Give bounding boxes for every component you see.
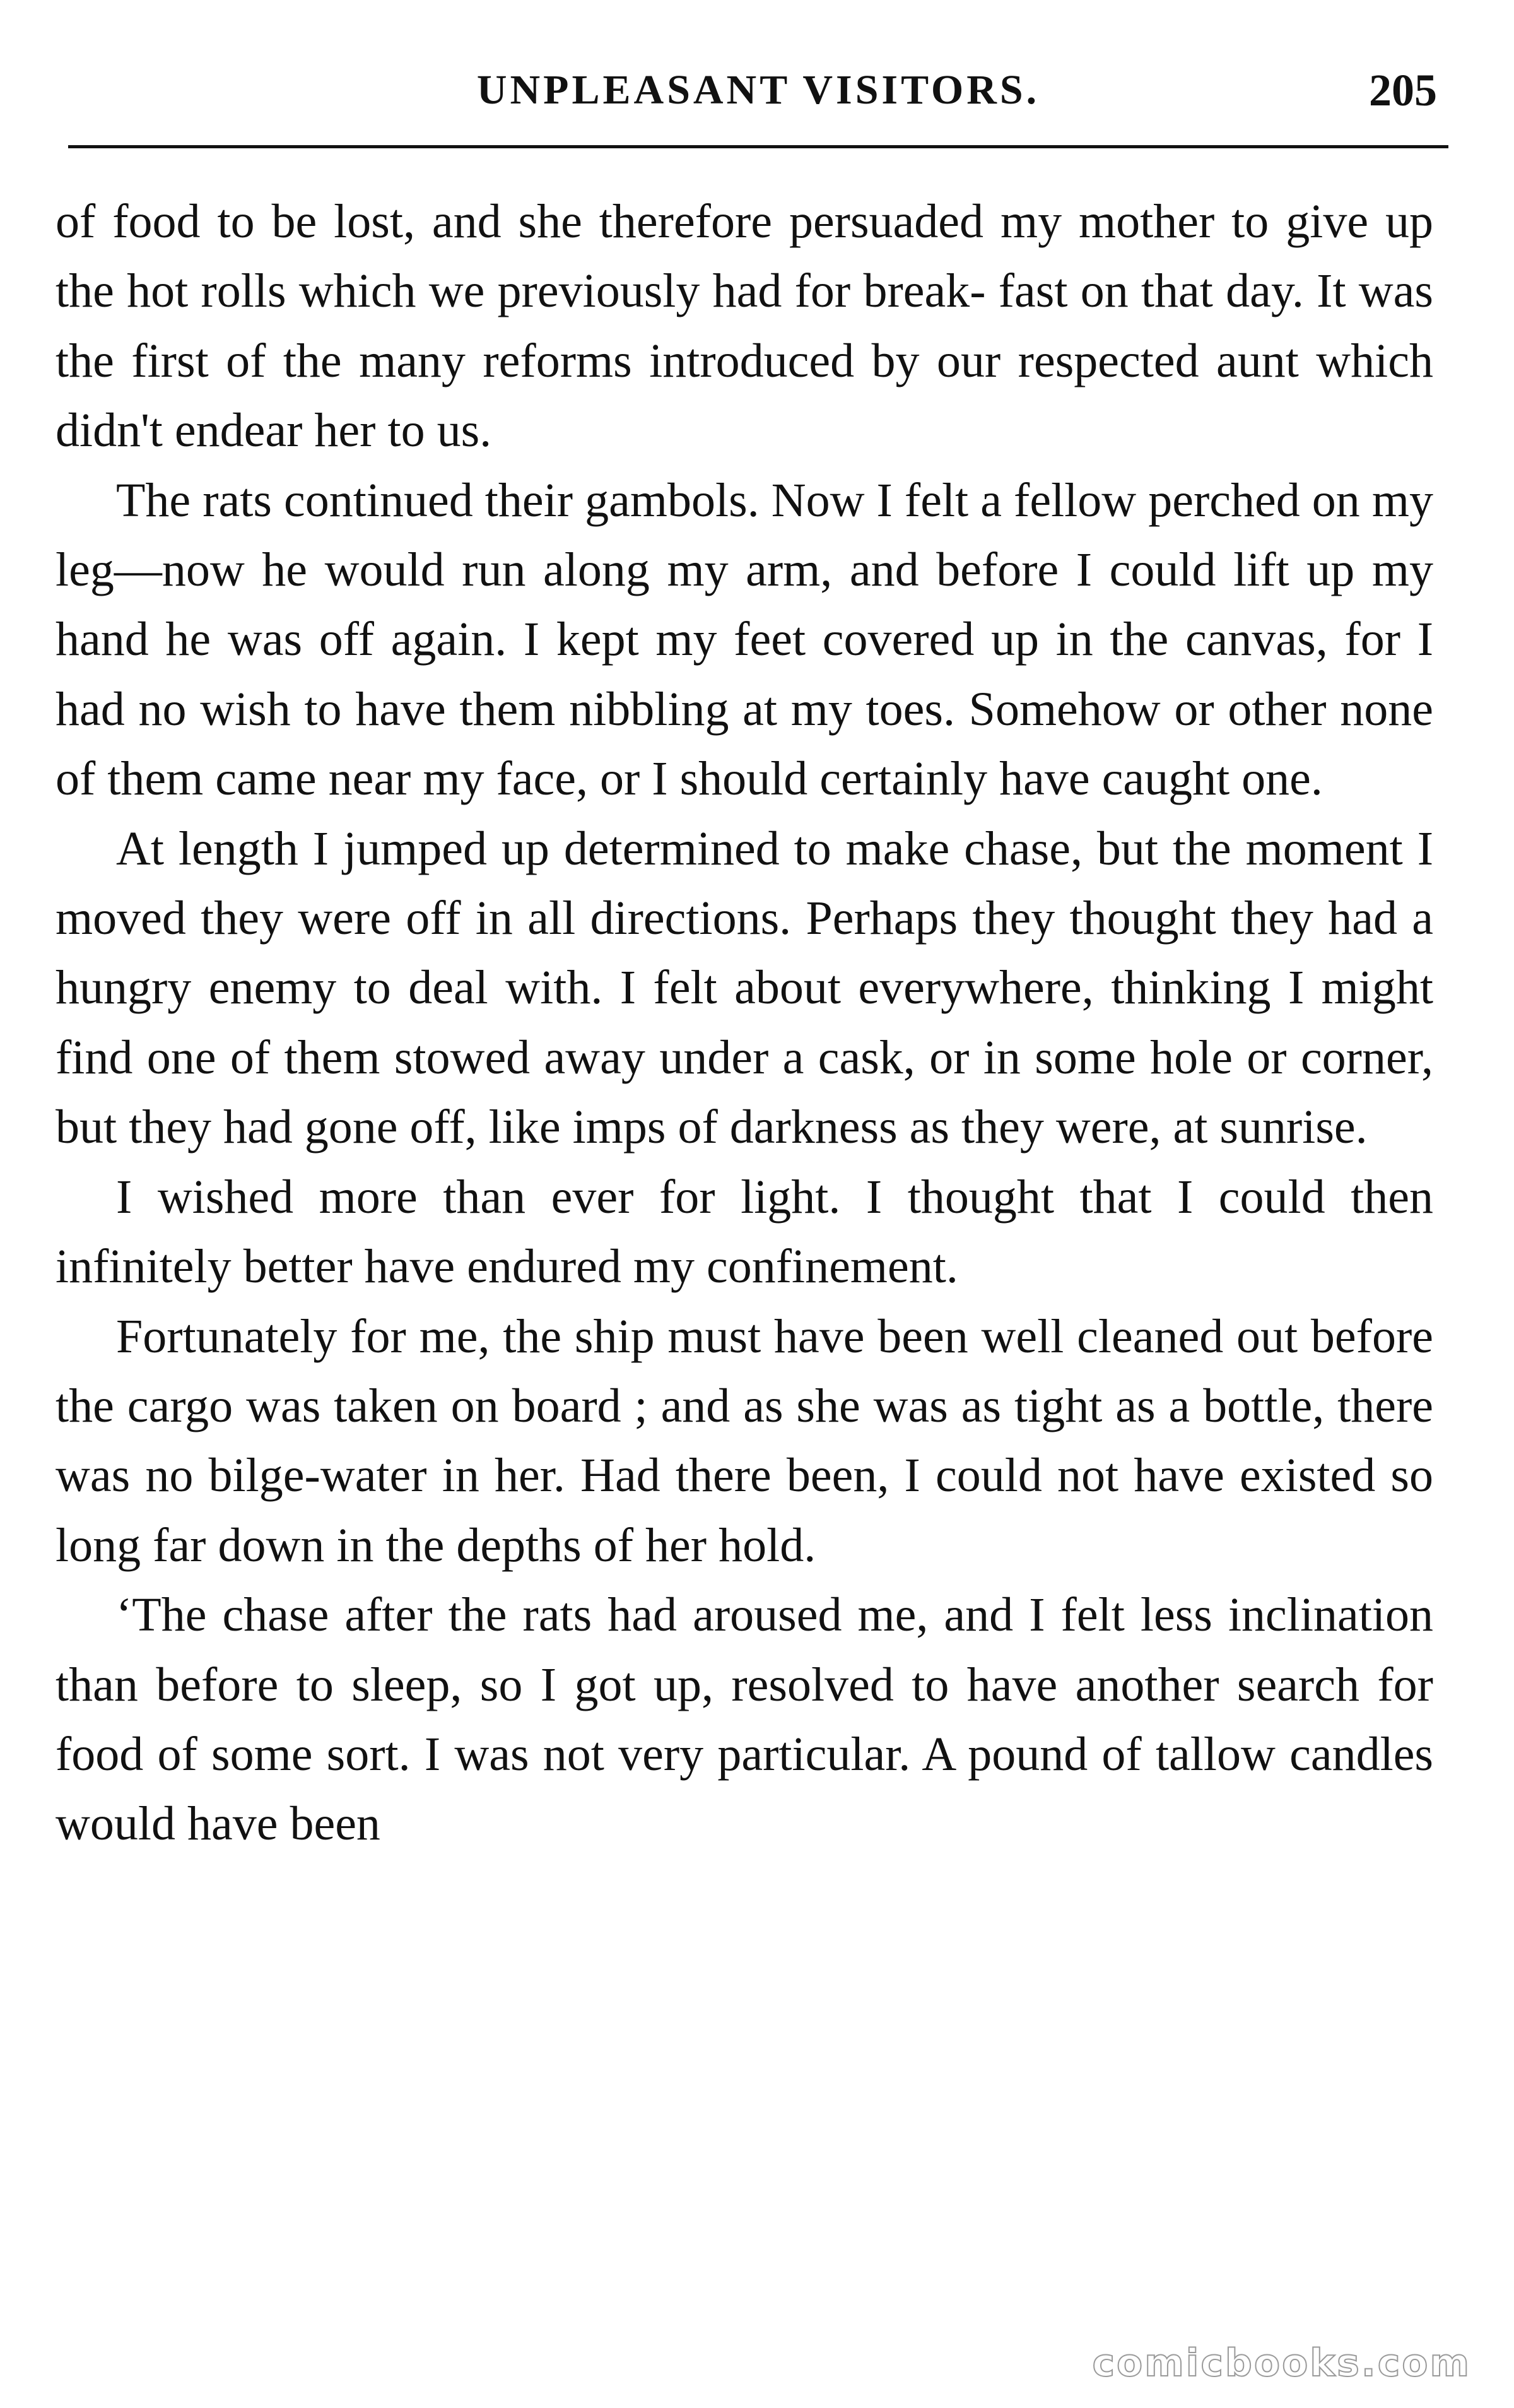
- paragraph: At length I jumped up determined to make chase, but the moment I moved they were off in all directions. Perhaps they thought they had a hungry enemy to deal with. I felt about everywhere, thinking I might find one of them stowed away under a cask, or in some hole or corner, but they had gone off, like imps of darkness as they were, at sunrise.: [56, 822, 1433, 1154]
- watermark: comicbooks.com: [1092, 2341, 1471, 2385]
- page-number: 205: [1369, 65, 1437, 115]
- paragraph: ‘The chase after the rats had aroused me, and I felt less inclination than before to sleep, so I got up, resolved to have another search for food of some sort. I was not very particular. A pound of tallow candles would have been: [56, 1588, 1433, 1851]
- paragraph: I wished more than ever for light. I thought that I could then infinitely better have endured my confinement.: [56, 1170, 1433, 1294]
- running-head: [68, 56, 1448, 138]
- running-title: UNPLEASANT VISITORS.: [476, 67, 1040, 113]
- body-text: [56, 187, 1433, 1859]
- paragraph: Fortunately for me, the ship must have been well cleaned out before the cargo was taken on board ; and as she was as tight as a bottle, there was no bilge-water in her. Had there been, I could not have existed so long far down in the depths of her hold.: [56, 1309, 1433, 1572]
- paragraph-continued: of food to be lost, and she therefore persuaded my mother to give up the hot rolls which we previously had for break- fast on that day. It was the first of the many reforms introduced by our respected aunt which didn't endear her to us.: [56, 195, 1433, 457]
- header-rule: [68, 145, 1448, 148]
- paragraph: The rats continued their gambols. Now I felt a fellow perched on my leg—now he would run along my arm, and before I could lift up my hand he was off again. I kept my feet covered up in the canvas, for I had no wish to have them nibbling at my toes. Somehow or other none of them came near my face, or I should certainly have caught one.: [56, 473, 1433, 806]
